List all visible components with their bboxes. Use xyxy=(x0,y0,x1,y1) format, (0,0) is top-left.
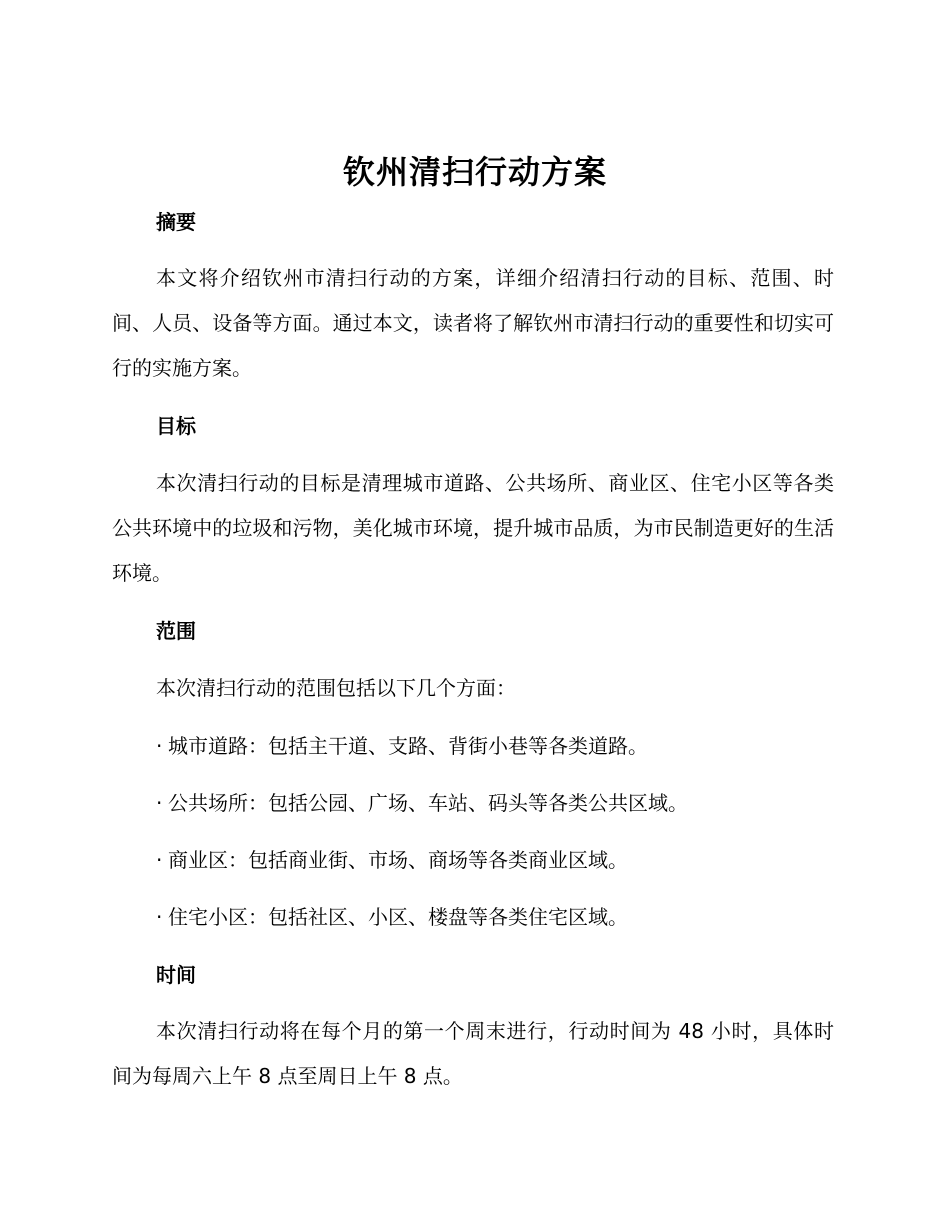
time-paragraph: 本次清扫行动将在每个月的第一个周末进行，行动时间为 48 小时，具体时间为每周六上午 8 点至周日上午 8 点。 xyxy=(112,1019,834,1088)
section-heading-time: 时间 xyxy=(156,963,196,987)
scope-item-public-places: 公共场所：包括公园、广场、车站、码头等各类公共区域。 xyxy=(168,791,688,815)
list-item xyxy=(156,733,648,759)
scope-intro: 本次清扫行动的范围包括以下几个方面： xyxy=(156,676,516,700)
scope-item-roads: 城市道路：包括主干道、支路、背街小巷等各类道路。 xyxy=(168,734,648,758)
bullet-icon: · xyxy=(156,791,163,815)
list-item xyxy=(156,904,628,930)
bullet-icon: · xyxy=(156,848,163,872)
scope-item-commercial: 商业区：包括商业街、市场、商场等各类商业区域。 xyxy=(168,848,628,872)
goal-paragraph: 本次清扫行动的目标是清理城市道路、公共场所、商业区、住宅小区等各类公共环境中的垃圾和污物，美化城市环境，提升城市品质，为市民制造更好的生活环境。 xyxy=(112,471,834,585)
document-title: 钦州清扫行动方案 xyxy=(342,153,607,191)
scope-item-residential: 住宅小区：包括社区、小区、楼盘等各类住宅区域。 xyxy=(168,905,628,929)
section-heading-goal: 目标 xyxy=(156,414,196,438)
bullet-icon: · xyxy=(156,734,163,758)
bullet-icon: · xyxy=(156,905,163,929)
section-heading-scope: 范围 xyxy=(156,619,196,643)
list-item xyxy=(156,847,628,873)
abstract-paragraph: 本文将介绍钦州市清扫行动的方案，详细介绍清扫行动的目标、范围、时间、人员、设备等方面。通过本文，读者将了解钦州市清扫行动的重要性和切实可行的实施方案。 xyxy=(112,266,834,380)
list-item xyxy=(156,790,688,816)
section-heading-abstract: 摘要 xyxy=(156,210,196,234)
